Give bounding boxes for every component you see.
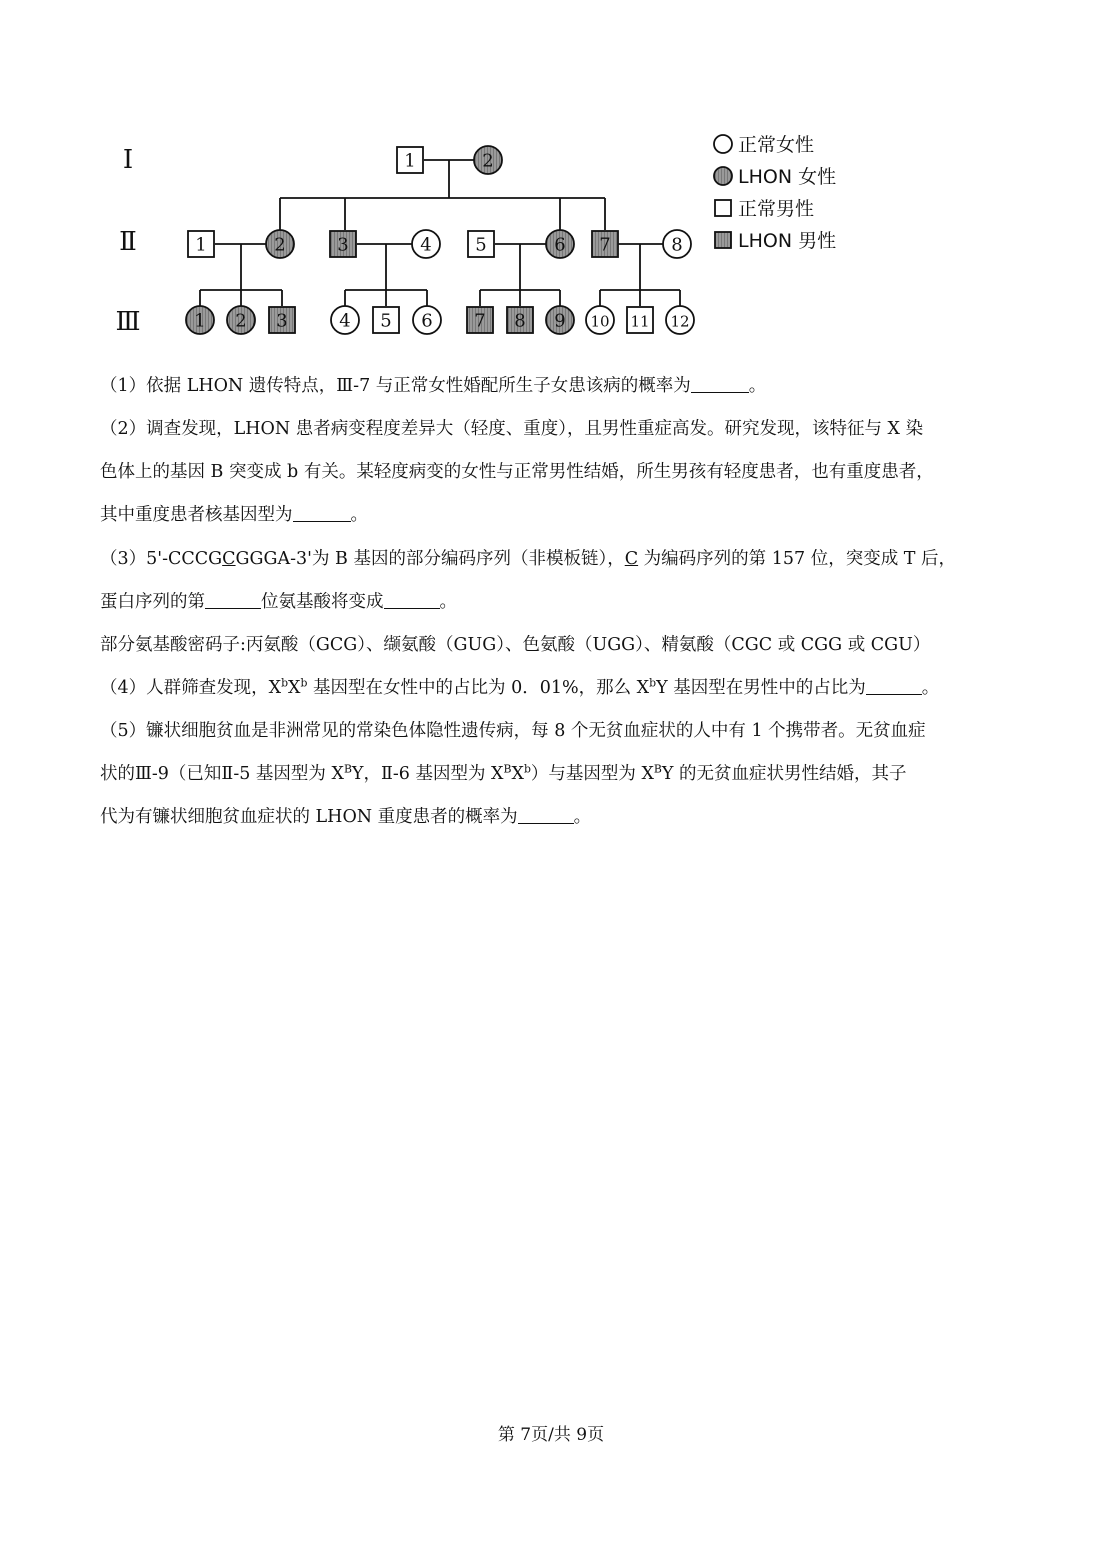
individual-number: 12	[670, 312, 690, 331]
individual-number: 3	[337, 234, 349, 256]
individual-number: 2	[482, 150, 494, 172]
female-symbol	[714, 135, 732, 153]
individual-number: 1	[195, 234, 207, 256]
q2-line-1: （2）调查发现，LHON 患者病变程度差异大（轻度、重度），且男性重症高发。研究发现，该特征与 X 染	[100, 419, 924, 439]
individual-3-7	[467, 307, 493, 333]
legend-item-affected-male	[715, 230, 836, 252]
individual-number: 1	[194, 310, 206, 332]
q3-line-2b: 位氨基酸将变成	[261, 592, 384, 612]
answer-blank[interactable]	[384, 590, 440, 609]
individual-number: 8	[514, 310, 526, 332]
individual-3-6	[413, 306, 441, 334]
generation-label-3: Ⅲ	[115, 307, 141, 337]
q4-sup: b	[649, 676, 657, 690]
q1-end: 。	[748, 376, 767, 396]
individual-3-11	[627, 307, 653, 333]
q5-line-1: （5）镰状细胞贫血是非洲常见的常染色体隐性遗传病，每 8 个无贫血症状的人中有 1 个携带者。无贫血症	[100, 721, 926, 741]
q5-line-3: 代为有镰状细胞贫血症状的 LHON 重度患者的概率为	[100, 807, 518, 827]
individual-number: 6	[421, 310, 433, 332]
individual-number: 5	[380, 310, 392, 332]
individual-3-10	[586, 306, 614, 334]
individual-number: 8	[671, 234, 683, 256]
individual-1-1	[397, 147, 423, 173]
individual-number: 11	[630, 312, 650, 331]
q5-2b: Y，Ⅱ-6 基因型为 X	[351, 764, 504, 784]
individual-number: 4	[339, 310, 351, 332]
answer-blank[interactable]	[518, 805, 574, 824]
pedigree-diagram	[100, 120, 860, 352]
q5-2e: Y 的无贫血症状男性结婚，其子	[661, 764, 907, 784]
individual-3-9	[546, 306, 574, 334]
page-footer: 第 7页/共 9页	[497, 1425, 605, 1445]
individual-number: 3	[276, 310, 288, 332]
generation-label-2: Ⅱ	[119, 227, 137, 257]
generation-labels	[115, 145, 140, 337]
q3-end: 。	[439, 592, 457, 612]
female-symbol	[714, 167, 732, 185]
q5-sup: b	[523, 762, 531, 776]
legend-label: LHON 男性	[738, 230, 837, 252]
individual-3-4	[331, 306, 359, 334]
individual-number: 7	[599, 234, 611, 256]
individual-number: 9	[554, 310, 566, 332]
legend-item-normal-male	[715, 198, 814, 220]
individual-2-7	[592, 231, 618, 257]
pedigree-legend	[714, 134, 836, 252]
q3-underlined-base-2: C	[624, 549, 639, 569]
q5-end: 。	[573, 807, 592, 827]
q5-sup: B	[503, 762, 512, 776]
q5-sup: B	[343, 762, 352, 776]
q1-text: （1）依据 LHON 遗传特点，Ⅲ-7 与正常女性婚配所生子女患该病的概率为	[100, 376, 691, 396]
legend-label: 正常女性	[738, 134, 815, 156]
individual-2-5	[468, 231, 494, 257]
legend-item-normal-female	[714, 134, 814, 156]
legend-label: 正常男性	[738, 198, 815, 220]
generation-label-1: Ⅰ	[122, 145, 134, 175]
q4-d: Y 基因型在男性中的占比为	[656, 678, 866, 698]
question-3	[100, 538, 1010, 667]
individual-number: 2	[274, 234, 286, 256]
individual-number: 1	[404, 150, 416, 172]
individual-3-5	[373, 307, 399, 333]
individual-3-1	[186, 306, 214, 334]
q5-2c: X	[511, 764, 524, 784]
answer-blank[interactable]	[293, 503, 351, 522]
q2-line-3: 其中重度患者核基因型为	[100, 505, 293, 525]
codon-table: 部分氨基酸密码子:丙氨酸（GCG）、缬氨酸（GUG）、色氨酸（UGG）、精氨酸（CGC 或 CGG 或 CGU）	[100, 635, 931, 655]
individual-2-3	[330, 231, 356, 257]
q5-2a: 状的Ⅲ-9（已知Ⅱ-5 基因型为 X	[100, 764, 344, 784]
answer-blank[interactable]	[691, 374, 749, 393]
q5-2d: ）与基因型为 X	[530, 764, 654, 784]
q4-end: 。	[921, 678, 940, 698]
individual-number: 7	[474, 310, 486, 332]
q4-c: 基因型在女性中的占比为 0．01%，那么 X	[307, 678, 650, 698]
male-symbol	[715, 232, 731, 248]
legend-symbol-normal-female	[714, 135, 732, 153]
answer-blank[interactable]	[205, 590, 261, 609]
q4-sup: b	[281, 676, 289, 690]
individual-2-8	[663, 230, 691, 258]
q3-underlined-base: C	[222, 549, 236, 569]
question-4	[100, 667, 1010, 710]
individual-number: 5	[475, 234, 487, 256]
legend-symbol-affected-male	[715, 232, 731, 248]
individual-number: 6	[554, 234, 566, 256]
q4-a: （4）人群筛查发现，X	[100, 678, 282, 698]
individual-3-8	[507, 307, 533, 333]
q4-b: X	[288, 678, 301, 698]
answer-blank[interactable]	[866, 676, 922, 695]
individual-1-2	[474, 146, 502, 174]
male-symbol	[715, 200, 731, 216]
q3-text-a: （3）5'-CCCG	[100, 549, 223, 569]
q4-sup: b	[300, 676, 308, 690]
individual-3-12	[666, 306, 694, 334]
individual-number: 2	[235, 310, 247, 332]
q2-end: 。	[350, 505, 368, 525]
individual-2-2	[266, 230, 294, 258]
q3-text-c: 为编码序列的第 157 位，突变成 T 后，	[638, 549, 956, 569]
legend-symbol-normal-male	[715, 200, 731, 216]
individual-2-6	[546, 230, 574, 258]
q3-text-b: GGGA-3'为 B 基因的部分编码序列（非模板链），	[235, 549, 625, 569]
individual-3-2	[227, 306, 255, 334]
question-1	[100, 365, 1010, 408]
q3-line-2a: 蛋白序列的第	[100, 592, 205, 612]
individual-2-1	[188, 231, 214, 257]
individual-number: 4	[420, 234, 432, 256]
legend-item-affected-female	[714, 166, 836, 188]
legend-label: LHON 女性	[738, 166, 837, 188]
individual-3-3	[269, 307, 295, 333]
individual-2-4	[412, 230, 440, 258]
pedigree-individuals	[186, 146, 694, 334]
individual-number: 10	[590, 312, 610, 331]
q5-sup: B	[653, 762, 662, 776]
question-5	[100, 710, 1010, 839]
q2-line-2: 色体上的基因 B 突变成 b 有关。某轻度病变的女性与正常男性结婚，所生男孩有轻度患者，也有重度患者，	[100, 462, 934, 482]
legend-symbol-affected-female	[714, 167, 732, 185]
question-2	[100, 408, 1010, 537]
